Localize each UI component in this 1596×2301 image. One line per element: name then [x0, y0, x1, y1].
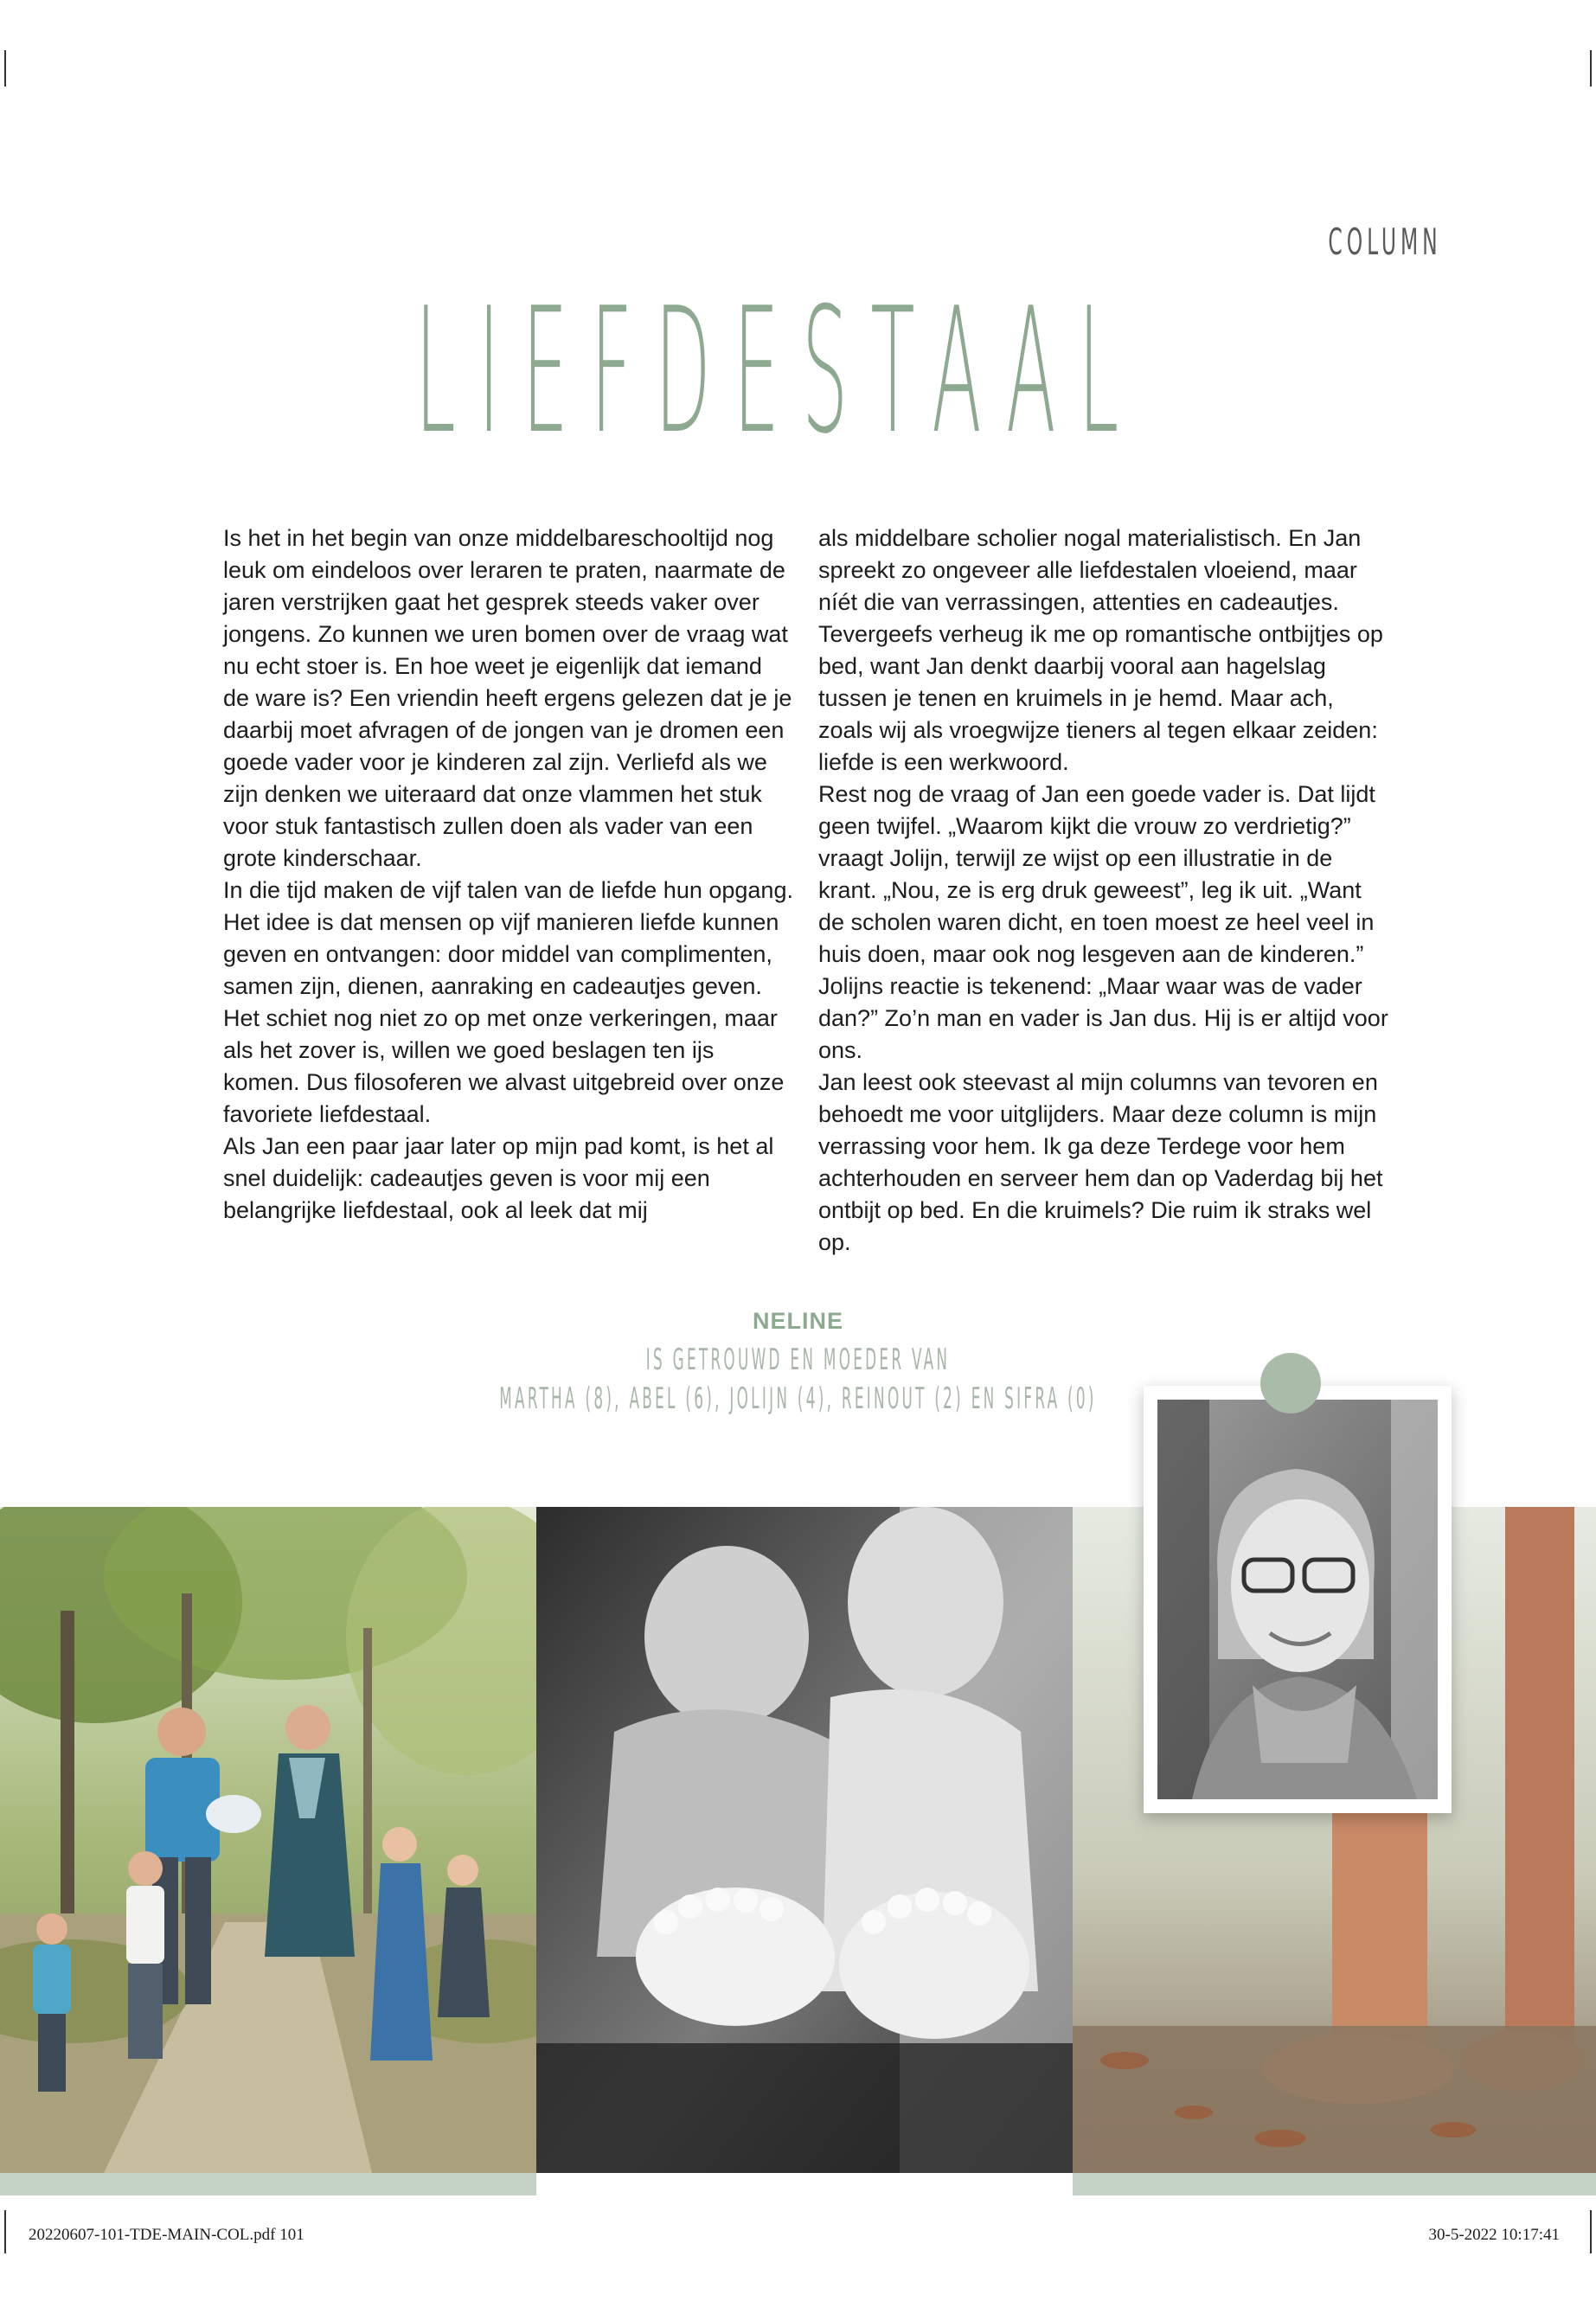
paragraph: Jan leest ook steevast al mijn columns van tevoren en behoedt me voor uitglijders. Maar deze column is mijn verrassing voor hem. Ik ga deze Terdege voor hem achterhouden en serveer hem dan op Vaderdag bij het ontbijt op bed. En die kruimels? Die ruim ik straks wel op.: [818, 1069, 1383, 1255]
text-column-left: [223, 522, 794, 1227]
author-name: NELINE: [752, 1308, 843, 1334]
crop-mark: [1590, 50, 1592, 87]
author-bio-line: MARTHA (8), ABEL (6), JOLIJN (4), REINOUT (2) EN SIFRA (0): [499, 1381, 1097, 1416]
paragraph: Als Jan een paar jaar later op mijn pad komt, is het al snel duidelijk: cadeautjes geven is voor mij een belangrijke liefdestaal, ook al leek dat mij: [223, 1133, 774, 1223]
family-photo: [0, 1507, 536, 2173]
section-label: COLUMN: [1328, 221, 1442, 263]
pin-dot: [1260, 1353, 1321, 1413]
crop-mark: [4, 50, 6, 87]
author-portrait: [1157, 1400, 1438, 1799]
paragraph: Is het in het begin van onze middelbareschooltijd nog leuk om eindeloos over leraren te praten, naarmate de jaren verstrijken gaat het gesprek steeds vaker over jongens. Zo kunnen we uren bomen over de vraag wat nu echt stoer is. En hoe weet je eigenlijk dat iemand de ware is? Een vriendin heeft ergens gelezen dat je je daarbij moet afvragen of de jongen van je dromen een goede vader voor je kinderen zal zijn. Verliefd als we zijn denken we uiteraard dat onze vlammen het stuk voor stuk fantastisch zullen doen als vader van een grote kinderschaar.: [223, 525, 792, 871]
children-feet-photo: [536, 1507, 1073, 2173]
print-timestamp: 30-5-2022 10:17:41: [1428, 2226, 1560, 2244]
photo-strip-band: [0, 2173, 536, 2195]
paragraph: In die tijd maken de vijf talen van de liefde hun opgang. Het idee is dat mensen op vijf manieren liefde kunnen geven en ontvangen: door middel van complimenten, samen zijn, dienen, aanraking en cadeautjes geven. Het schiet nog niet zo op met onze verkeringen, maar als het zover is, willen we goed beslagen ten ijs komen. Dus filosoferen we alvast uitgebreid over onze favoriete liefdestaal.: [223, 877, 793, 1127]
author-portrait-card: [1144, 1386, 1452, 1813]
article-title: LIEFDESTAAL: [415, 271, 1142, 472]
text-column-right: [818, 522, 1389, 1259]
print-file-info: 20220607-101-TDE-MAIN-COL.pdf 101: [29, 2226, 304, 2244]
author-bio-line: IS GETROUWD EN MOEDER VAN: [645, 1343, 951, 1377]
crop-mark: [4, 2210, 6, 2253]
paragraph: als middelbare scholier nogal materialistisch. En Jan spreekt zo ongeveer alle liefdestalen vloeiend, maar níét die van verrassingen, attenties en cadeautjes. Tevergeefs verheug ik me op romantische ontbijtjes op bed, want Jan denkt daarbij vooral aan hagelslag tussen je tenen en kruimels in je hemd. Maar ach, zoals wij als vroegwijze tieners al tegen elkaar zeiden: liefde is een werkwoord.: [818, 525, 1383, 775]
paragraph: Rest nog de vraag of Jan een goede vader is. Dat lijdt geen twijfel. „Waarom kijkt die vrouw zo verdrietig?” vraagt Jolijn, terwijl ze wijst op een illustratie in de krant. „Nou, ze is erg druk geweest”, leg ik uit. „Want de scholen waren dicht, en toen moest ze heel veel in huis doen, maar ook nog lesgeven aan de kinderen.” Jolijns reactie is tekenend: „Maar waar was de vader dan?” Zo’n man en vader is Jan dus. Hij is er altijd voor ons.: [818, 781, 1388, 1063]
crop-mark: [1590, 2210, 1592, 2253]
photo-strip-band: [1073, 2173, 1596, 2195]
